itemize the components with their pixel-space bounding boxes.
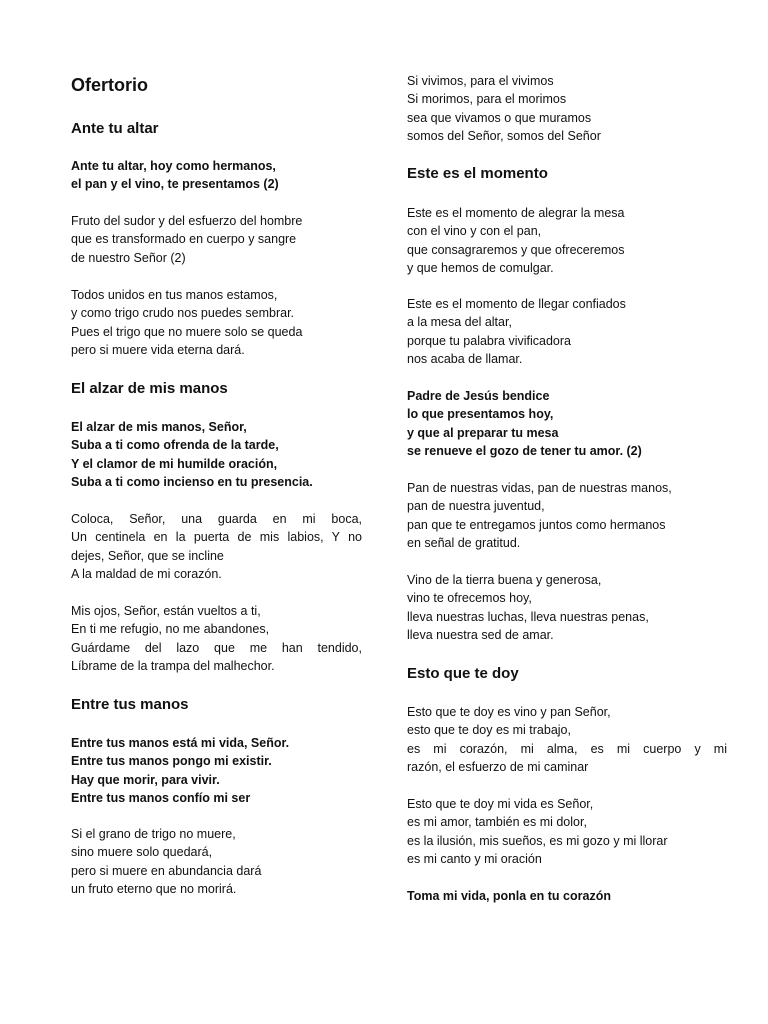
paragraph [407,72,727,145]
paragraph [407,479,727,552]
paragraph [407,795,727,868]
text-line: sea que vivamos o que muramos [407,110,592,125]
text-line: lleva nuestras luchas, lleva nuestras penas, [407,609,649,624]
text-line: dejes, Señor, que se incline [71,548,224,563]
text-line: vino te ofrecemos hoy, [407,591,532,606]
text-line: somos del Señor, somos del Señor [407,128,601,143]
text-line: que es transformado en cuerpo y sangre [71,232,297,247]
text-line: con el vino y con el pan, [407,224,542,239]
text-line: Fruto del sudor y del esfuerzo del hombre [71,214,303,228]
text-line: pero si muere vida eterna dará. [71,342,245,357]
text-line: pan de nuestra juventud, [407,499,545,514]
text-line: y que al preparar tu mesa [407,425,559,440]
text-line: lo que presentamos hoy, [407,407,554,422]
text-line: Este es el momento de llegar confiados [407,297,626,311]
text-line: Esto que te doy mi vida es Señor, [407,797,594,811]
text-line: pero si muere en abundancia dará [71,863,262,878]
text-line: Guárdame del lazo que me han tendido, [71,640,362,655]
paragraph [71,212,362,267]
text-line: Si vivimos, para el vivimos [407,74,554,88]
paragraph [71,602,362,675]
text-line: Pues el trigo que no muere solo se queda [71,324,303,339]
paragraph [407,204,727,277]
paragraph [71,286,362,359]
text-line: Toma mi vida, ponla en tu corazón [407,889,611,903]
text-line: es mi canto y mi oración [407,851,542,866]
heading-entre-tus-manos: Entre tus manos [71,696,189,713]
text-line: Entre tus manos confío mi ser [71,790,251,805]
text-line: nos acaba de llamar. [407,351,523,366]
text-line: Ante tu altar, hoy como hermanos, [71,159,276,173]
text-line: esto que te doy es mi trabajo, [407,723,571,738]
text-line: Hay que morir, para vivir. [71,772,220,787]
text-line: Un centinela en la puerta de mis labios, Y no [71,530,362,545]
text-line: lleva nuestra sed de amar. [407,627,554,642]
paragraph [71,418,362,491]
paragraph [71,825,362,898]
heading-ante-tu-altar: Ante tu altar [71,120,159,137]
text-line: Y el clamor de mi humilde oración, [71,456,278,471]
text-line: y como trigo crudo nos puedes sembrar. [71,306,295,321]
paragraph [407,571,727,644]
paragraph [71,157,362,194]
text-line: Todos unidos en tus manos estamos, [71,288,278,302]
text-line: Este es el momento de alegrar la mesa [407,206,625,220]
text-line: se renueve el gozo de tener tu amor. (2) [407,443,642,458]
paragraph [407,703,727,776]
paragraph [407,887,727,905]
text-line: Entre tus manos pongo mi existir. [71,754,272,769]
text-line: pan que te entregamos juntos como hermanos [407,517,666,532]
text-line: razón, el esfuerzo de mi caminar [407,759,589,774]
text-line: Esto que te doy es vino y pan Señor, [407,705,611,719]
heading-esto-que-te-doy: Esto que te doy [407,665,519,682]
text-line: y que hemos de comulgar. [407,260,554,275]
text-line: Líbrame de la trampa del malhechor. [71,658,275,673]
text-line: es mi amor, también es mi dolor, [407,815,587,830]
text-line: Mis ojos, Señor, están vueltos a ti, [71,604,261,618]
text-line: A la maldad de mi corazón. [71,566,222,581]
text-line: de nuestro Señor (2) [71,250,186,265]
text-line: es la ilusión, mis sueños, es mi gozo y mi llorar [407,833,668,848]
text-line: El alzar de mis manos, Señor, [71,420,247,434]
page-title: Ofertorio [71,75,149,95]
heading-este-es-el-momento: Este es el momento [407,165,548,182]
text-line: sino muere solo quedará, [71,845,213,860]
text-line: un fruto eterno que no morirá. [71,881,237,896]
text-line: En ti me refugio, no me abandones, [71,622,270,637]
text-line: Entre tus manos está mi vida, Señor. [71,736,290,750]
text-line: Vino de la tierra buena y generosa, [407,573,602,587]
text-line: a la mesa del altar, [407,315,512,330]
text-line: Pan de nuestras vidas, pan de nuestras manos, [407,481,672,495]
text-line: que consagraremos y que ofreceremos [407,242,625,257]
text-line: Padre de Jesús bendice [407,389,550,403]
text-line: Si morimos, para el morimos [407,92,567,107]
heading-el-alzar-de-mis-manos: El alzar de mis manos [71,380,228,397]
text-line: Coloca, Señor, una guarda en mi boca, [71,512,362,526]
text-line: en señal de gratitud. [407,535,521,550]
text-line: porque tu palabra vivificadora [407,333,571,348]
text-line: es mi corazón, mi alma, es mi cuerpo y mi [407,741,727,756]
text-line: el pan y el vino, te presentamos (2) [71,177,279,192]
paragraph [71,510,362,583]
paragraph [407,295,727,368]
text-line: Suba a ti como ofrenda de la tarde, [71,438,279,453]
paragraph [71,734,362,807]
text-line: Si el grano de trigo no muere, [71,827,236,841]
paragraph [407,387,727,460]
text-line: Suba a ti como incienso en tu presencia. [71,474,313,489]
